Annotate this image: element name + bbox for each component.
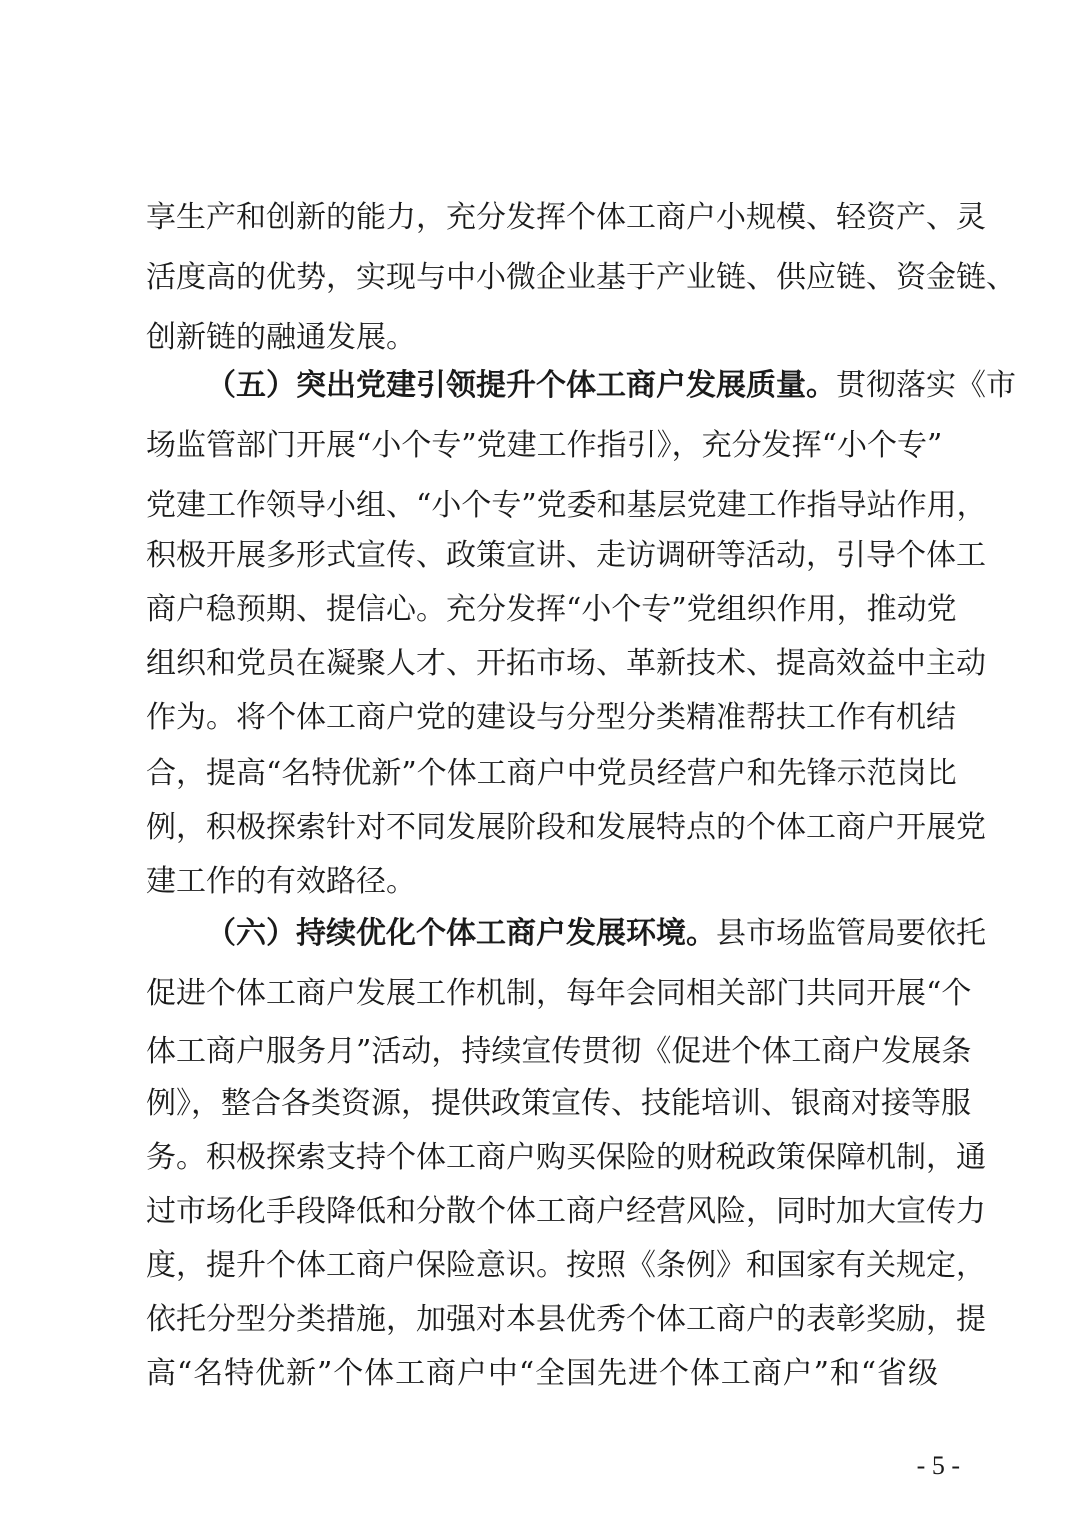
paragraph-2-line-1 <box>206 366 1016 406</box>
section-heading-5: （五）突出党建引领提升个体工商户发展质量。 <box>206 368 836 403</box>
paragraph-3-line-4: 例》，整合各类资源，提供政策宣传、技能培训、银商对接等服 <box>146 1086 971 1121</box>
paragraph-1-line-1: 享生产和创新的能力，充分发挥个体工商户小规模、轻资产、灵 <box>146 200 986 235</box>
paragraph-3-line-5: 务。积极探索支持个体工商户购买保险的财税政策保障机制，通 <box>146 1140 986 1175</box>
paragraph-3-line-1-text: 县市场监管局要依托 <box>716 916 986 951</box>
paragraph-2-line-10: 建工作的有效路径。 <box>146 864 416 899</box>
paragraph-2-line-1-text: 贯彻落实《市 <box>836 368 1016 403</box>
paragraph-2-line-8: 合，提高“名特优新”个体工商户中党员经营户和先锋示范岗比 <box>146 756 957 791</box>
paragraph-2-line-3: 党建工作领导小组、“小个专”党委和基层党建工作指导站作用， <box>146 488 987 523</box>
paragraph-2-line-2: 场监管部门开展“小个专”党建工作指引》，充分发挥“小个专” <box>146 428 943 463</box>
paragraph-1-line-3: 创新链的融通发展。 <box>146 320 416 355</box>
paragraph-1-line-2: 活度高的优势，实现与中小微企业基于产业链、供应链、资金链、 <box>146 260 1016 295</box>
paragraph-2-line-7: 作为。将个体工商户党的建设与分型分类精准帮扶工作有机结 <box>146 700 956 735</box>
paragraph-3-line-3: 体工商户服务月”活动，持续宣传贯彻《促进个体工商户发展条 <box>146 1034 972 1069</box>
paragraph-2-line-5: 商户稳预期、提信心。充分发挥“小个专”党组织作用，推动党 <box>146 592 957 627</box>
paragraph-3-line-9: 高“名特优新”个体工商户中“全国先进个体工商户”和“省级 <box>146 1356 938 1391</box>
paragraph-2-line-4: 积极开展多形式宣传、政策宣讲、走访调研等活动，引导个体工 <box>146 538 986 573</box>
paragraph-3-line-6: 过市场化手段降低和分散个体工商户经营风险，同时加大宣传力 <box>146 1194 986 1229</box>
paragraph-3-line-1 <box>206 914 986 954</box>
paragraph-3-line-2: 促进个体工商户发展工作机制，每年会同相关部门共同开展“个 <box>146 976 972 1011</box>
paragraph-3-line-8: 依托分型分类措施，加强对本县优秀个体工商户的表彰奖励，提 <box>146 1302 986 1337</box>
paragraph-3-line-7: 度，提升个体工商户保险意识。按照《条例》和国家有关规定， <box>146 1248 986 1283</box>
paragraph-2-line-6: 组织和党员在凝聚人才、开拓市场、革新技术、提高效益中主动 <box>146 646 986 681</box>
page-number: - 5 - <box>916 1451 960 1480</box>
paragraph-2-line-9: 例，积极探索针对不同发展阶段和发展特点的个体工商户开展党 <box>146 810 986 845</box>
section-heading-6: （六）持续优化个体工商户发展环境。 <box>206 916 716 951</box>
